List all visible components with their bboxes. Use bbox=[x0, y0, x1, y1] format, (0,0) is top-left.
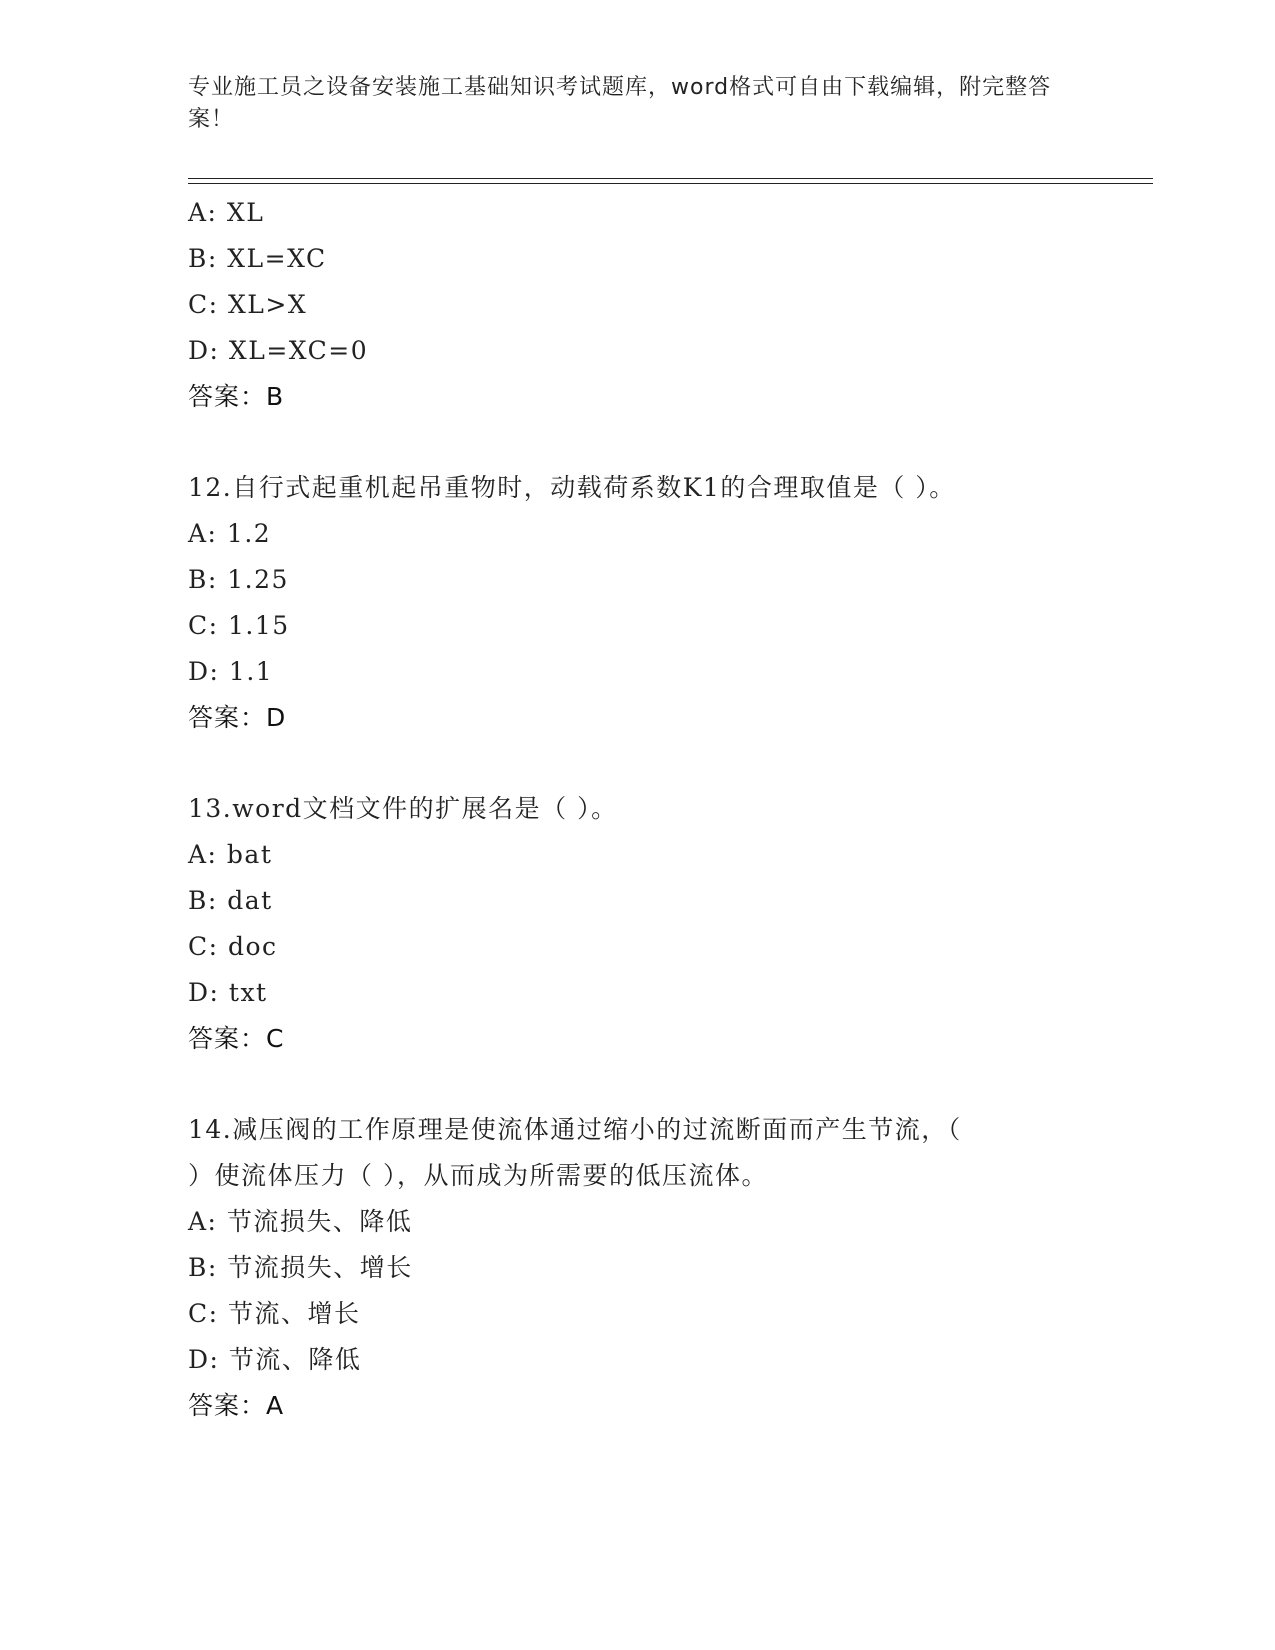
option-b: B: XL=XC bbox=[188, 244, 327, 273]
header-divider-bottom bbox=[188, 183, 1153, 184]
option-b: B: 节流损失、增长 bbox=[188, 1253, 413, 1282]
question-list bbox=[188, 190, 1088, 1429]
option-c: C: 1.15 bbox=[188, 611, 290, 640]
option-d: D: txt bbox=[188, 978, 268, 1007]
document-header: 专业施工员之设备安装施工基础知识考试题库，word格式可自由下载编辑，附完整答案！ bbox=[188, 75, 1052, 132]
question-stem: 12.自行式起重机起吊重物时，动载荷系数K1的合理取值是（ ）。 bbox=[188, 473, 956, 502]
option-a: A: 节流损失、降低 bbox=[188, 1207, 413, 1236]
option-c: C: XL>X bbox=[188, 290, 308, 319]
option-a: A: bat bbox=[188, 840, 273, 869]
option-c: C: 节流、增长 bbox=[188, 1299, 361, 1328]
question-14 bbox=[188, 1107, 1088, 1429]
answer-line: 答案：D bbox=[188, 703, 287, 732]
option-d: D: 节流、降低 bbox=[188, 1345, 362, 1374]
question-11 bbox=[188, 190, 1088, 420]
header-divider-top bbox=[188, 178, 1153, 179]
option-d: D: 1.1 bbox=[188, 657, 274, 686]
option-b: B: 1.25 bbox=[188, 565, 289, 594]
question-stem-line-1: 14.减压阀的工作原理是使流体通过缩小的过流断面而产生节流，（ bbox=[188, 1115, 962, 1144]
question-stem: 13.word文档文件的扩展名是（ ）。 bbox=[188, 794, 618, 823]
option-d: D: XL=XC=0 bbox=[188, 336, 369, 365]
answer-line: 答案：B bbox=[188, 382, 285, 411]
option-a: A: XL bbox=[188, 198, 265, 227]
question-12 bbox=[188, 465, 1088, 741]
option-a: A: 1.2 bbox=[188, 519, 272, 548]
option-c: C: doc bbox=[188, 932, 278, 961]
question-13 bbox=[188, 786, 1088, 1062]
question-stem-line-2: ）使流体压力（ ），从而成为所需要的低压流体。 bbox=[188, 1161, 768, 1190]
answer-line: 答案：C bbox=[188, 1024, 285, 1053]
answer-line: 答案：A bbox=[188, 1391, 285, 1420]
option-b: B: dat bbox=[188, 886, 273, 915]
